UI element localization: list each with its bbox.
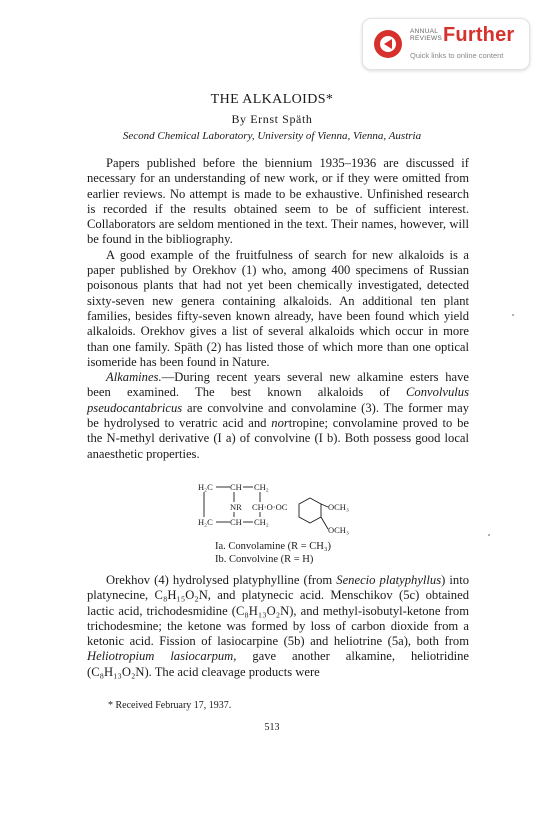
further-label: Further [443,24,515,46]
publisher-name: ANNUAL REVIEWS [410,28,443,42]
author-affiliation: Second Chemical Laboratory, University of Vienna, Vienna, Austria [122,130,422,142]
struct-label: H₂C [198,482,213,492]
species-name: Heliotropium lasiocarpum [87,649,234,664]
paragraph-alkamines: Alkamines.—During recent years several new alkamine esters have been examined. The best known alkaloids of Convolvulus pseudocantabricus are convolvine and convolamine (3). The former may be hydrolysed to veratric acid and nortropine; convolamine proved to be the N-methyl derivative (I a) of convolvine (I b). Both possess good local anaesthetic properties. [87,370,469,461]
article-author: By Ernst Späth [231,112,313,126]
struct-label: OCH₃ [328,525,349,535]
badge-tagline: Quick links to online content [410,51,504,60]
page-number: 513 [264,722,280,733]
section-heading: Alkamines. [106,370,162,385]
caption: Ia. Convolamine (R = CH₃) [215,541,332,552]
struct-label: CH [230,482,242,492]
struct-label: H₂C [198,517,213,527]
struct-label: NR [230,502,242,512]
struct-label: OCH₃ [328,502,349,512]
article-body [87,156,469,462]
footnote: * Received February 17, 1937. [108,700,232,711]
paragraph: A good example of the fruitfulness of search for new alkaloids is a paper published by Orekhov (1) who, among 400 specimens of Russian poisonous plants that had not yet been chemically investigated, detected sixty-seven new genera containing alkaloids. An additional ten plant families, besides fifty-seven known already, have been found which yield alkaloids. Orekhov gives a list of several alkaloids which occur in more than one family. Späth (2) has listed those of which more than one optical isomeride has been found in Nature. [87,247,469,369]
paragraph: Papers published before the biennium 1935–1936 are discussed if necessary for an understanding of new work, or if they were omitted from earlier reviews. No attempt is made to be exhaustive. Unfinished research is recorded if the results obtained seem to be of sufficient interest. Collaborators are seldom mentioned in the text. Their names, however, will be found in the bibliography. [87,156,469,247]
structure-captions [215,541,331,566]
further-badge[interactable] [362,18,530,70]
article-body-continued [87,573,469,680]
article-title: THE ALKALOIDS* [210,92,334,107]
struct-label: CH·O·OC [252,502,288,512]
species-name: Convolvulus pseudocantabricus [87,385,469,415]
caption: Ib. Convolvine (R = H) [215,553,314,565]
struct-label: CH₂ [254,482,269,492]
struct-label: CH [230,517,242,527]
play-arrow-icon [373,29,403,59]
scan-speck [488,534,490,536]
scan-speck [512,314,514,316]
paragraph: Orekhov (4) hydrolysed platyphylline (from Senecio platyphyllus) into platynecine, C₈H₁₅O₂N, and platynecic acid. Menschikov (5c) obtained lactic acid, trichodesmidine (C₈H₁₃O₂N), and methyl-isobutyl-ketone from trichodesmine; the ketone was formed by loss of carbon dioxide from a ketonic acid. Fission of lasiocarpine (5b) and heliotrine (5a), both from Heliotropium lasiocarpum, gave another alkamine, heliotridine (C₈H₁₃O₂N). The acid cleavage products were [87,573,470,679]
struct-label: CH₂ [254,517,269,527]
species-name: Senecio platyphyllus [336,573,442,587]
